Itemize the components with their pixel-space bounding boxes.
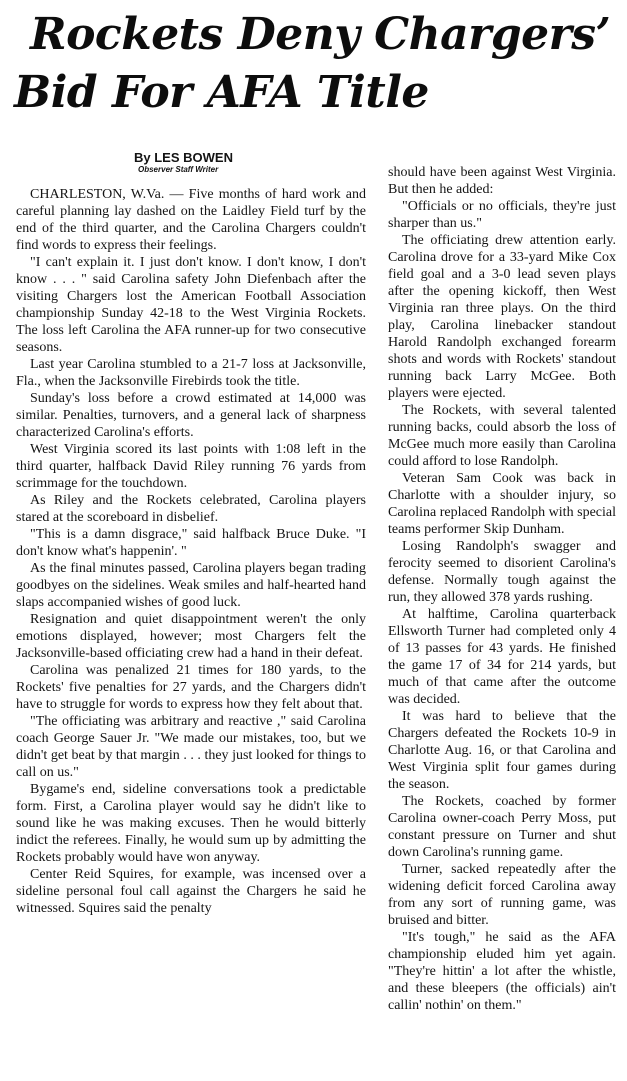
paragraph: CHARLESTON, W.Va. — Five months of hard work and careful planning lay dashed on the Laidley Field turf by the end of the third quarter, and the Carolina Chargers couldn't find words to express their feelings. xyxy=(16,187,366,253)
paragraph: Center Reid Squires, for example, was incensed over a sideline personal foul call against the Chargers he said he witnessed. Squires said the penalty xyxy=(16,867,366,916)
paragraph: should have been against West Virginia. But then he added: xyxy=(388,165,616,197)
article-column-1 xyxy=(16,186,366,917)
paragraph: Turner, sacked repeatedly after the widening deficit forced Carolina away from any sort of running game, was bruised and bitter. xyxy=(388,862,616,928)
paragraph: Carolina was penalized 21 times for 180 yards, to the Rockets' five penalties for 27 yards, and the Chargers didn't have to struggle for words to express how they felt about that. xyxy=(16,663,366,712)
byline-role: Observer Staff Writer xyxy=(138,165,219,174)
paragraph: As the final minutes passed, Carolina players began trading goodbyes on the sidelines. Weak smiles and half-hearted hand slaps accompanied wishes of good luck. xyxy=(16,561,366,610)
paragraph: It was hard to believe that the Chargers defeated the Rockets 10-9 in Charlotte Aug. 16, or that Carolina and West Virginia split four games during the season. xyxy=(388,709,616,792)
paragraph: "The officiating was arbitrary and reactive ," said Carolina coach George Sauer Jr. "We made our mistakes, too, but we didn't get beat by that margin . . . they just looked for things to call on us." xyxy=(16,714,366,780)
paragraph: The officiating drew attention early. Carolina drove for a 33-yard Mike Cox field goal and a 3-0 lead seven plays after the opening kickoff, then West Virginia ran three plays. On the third play, Carolina linebacker standout Harold Randolph exchanged forearm shots and words with Rockets' standout running back Larry McGee. Both players were ejected. xyxy=(388,233,616,401)
paragraph: The Rockets, with several talented running backs, could absorb the loss of McGee much more easily than Carolina could afford to lose Randolph. xyxy=(388,403,616,469)
paragraph: Veteran Sam Cook was back in Charlotte with a shoulder injury, so Carolina replaced Randolph with special teams performer Skip Dunham. xyxy=(388,471,616,537)
paragraph: Last year Carolina stumbled to a 21-7 loss at Jacksonville, Fla., when the Jacksonville Firebirds took the title. xyxy=(16,357,366,389)
paragraph: West Virginia scored its last points with 1:08 left in the third quarter, halfback David Riley running 76 yards from scrimmage for the touchdown. xyxy=(16,442,366,491)
paragraph: As Riley and the Rockets celebrated, Carolina players stared at the scoreboard in disbelief. xyxy=(16,493,366,525)
article-column-2 xyxy=(388,164,616,1014)
paragraph: "It's tough," he said as the AFA championship eluded him yet again. "They're hittin' a lot after the whistle, and these bleepers (the officials) ain't callin' nothin' on them." xyxy=(388,930,616,1013)
headline-line-1: Rockets Deny Chargers’ xyxy=(30,9,611,60)
paragraph: Sunday's loss before a crowd estimated at 14,000 was similar. Penalties, turnovers, and a general lack of sharpness characterized Carolina's efforts. xyxy=(16,391,366,440)
paragraph: Losing Randolph's swagger and ferocity seemed to disorient Carolina's defense. Normally tough against the run, they allowed 378 yards rushing. xyxy=(388,539,616,605)
paragraph: "This is a damn disgrace," said halfback Bruce Duke. "I don't know what's happenin'. " xyxy=(16,527,366,559)
paragraph: Resignation and quiet disappointment weren't the only emotions displayed, however; most Chargers felt the Jacksonville-based officiating crew had a hand in their defeat. xyxy=(16,612,366,661)
paragraph: "Officials or no officials, they're just sharper than us." xyxy=(388,199,616,231)
byline xyxy=(134,150,374,175)
paragraph: Bygame's end, sideline conversations took a predictable form. First, a Carolina player would say he didn't like to sound like he was making excuses. Then he would bitterly indict the referees. Finally, he would sum up by admitting the Rockets probably would have won anyway. xyxy=(16,782,366,865)
headline-line-2: Bid For AFA Title xyxy=(14,67,429,118)
byline-author: By LES BOWEN xyxy=(134,150,233,165)
paragraph: "I can't explain it. I just don't know. I don't know, I don't know . . . " said Carolina safety John Diefenbach after the visiting Chargers lost the American Football Association championship Sunday 42-18 to the West Virginia Rockets. The loss left Carolina the AFA runner-up for two consecutive seasons. xyxy=(16,255,366,355)
paragraph: At halftime, Carolina quarterback Ellsworth Turner had completed only 4 of 13 passes for 43 yards. He finished the game 17 of 34 for 214 yards, but much of that came after the outcome was decided. xyxy=(388,607,616,707)
headline xyxy=(14,6,614,122)
paragraph: The Rockets, coached by former Carolina owner-coach Perry Moss, put constant pressure on Turner and shut down Carolina's running game. xyxy=(388,794,616,860)
